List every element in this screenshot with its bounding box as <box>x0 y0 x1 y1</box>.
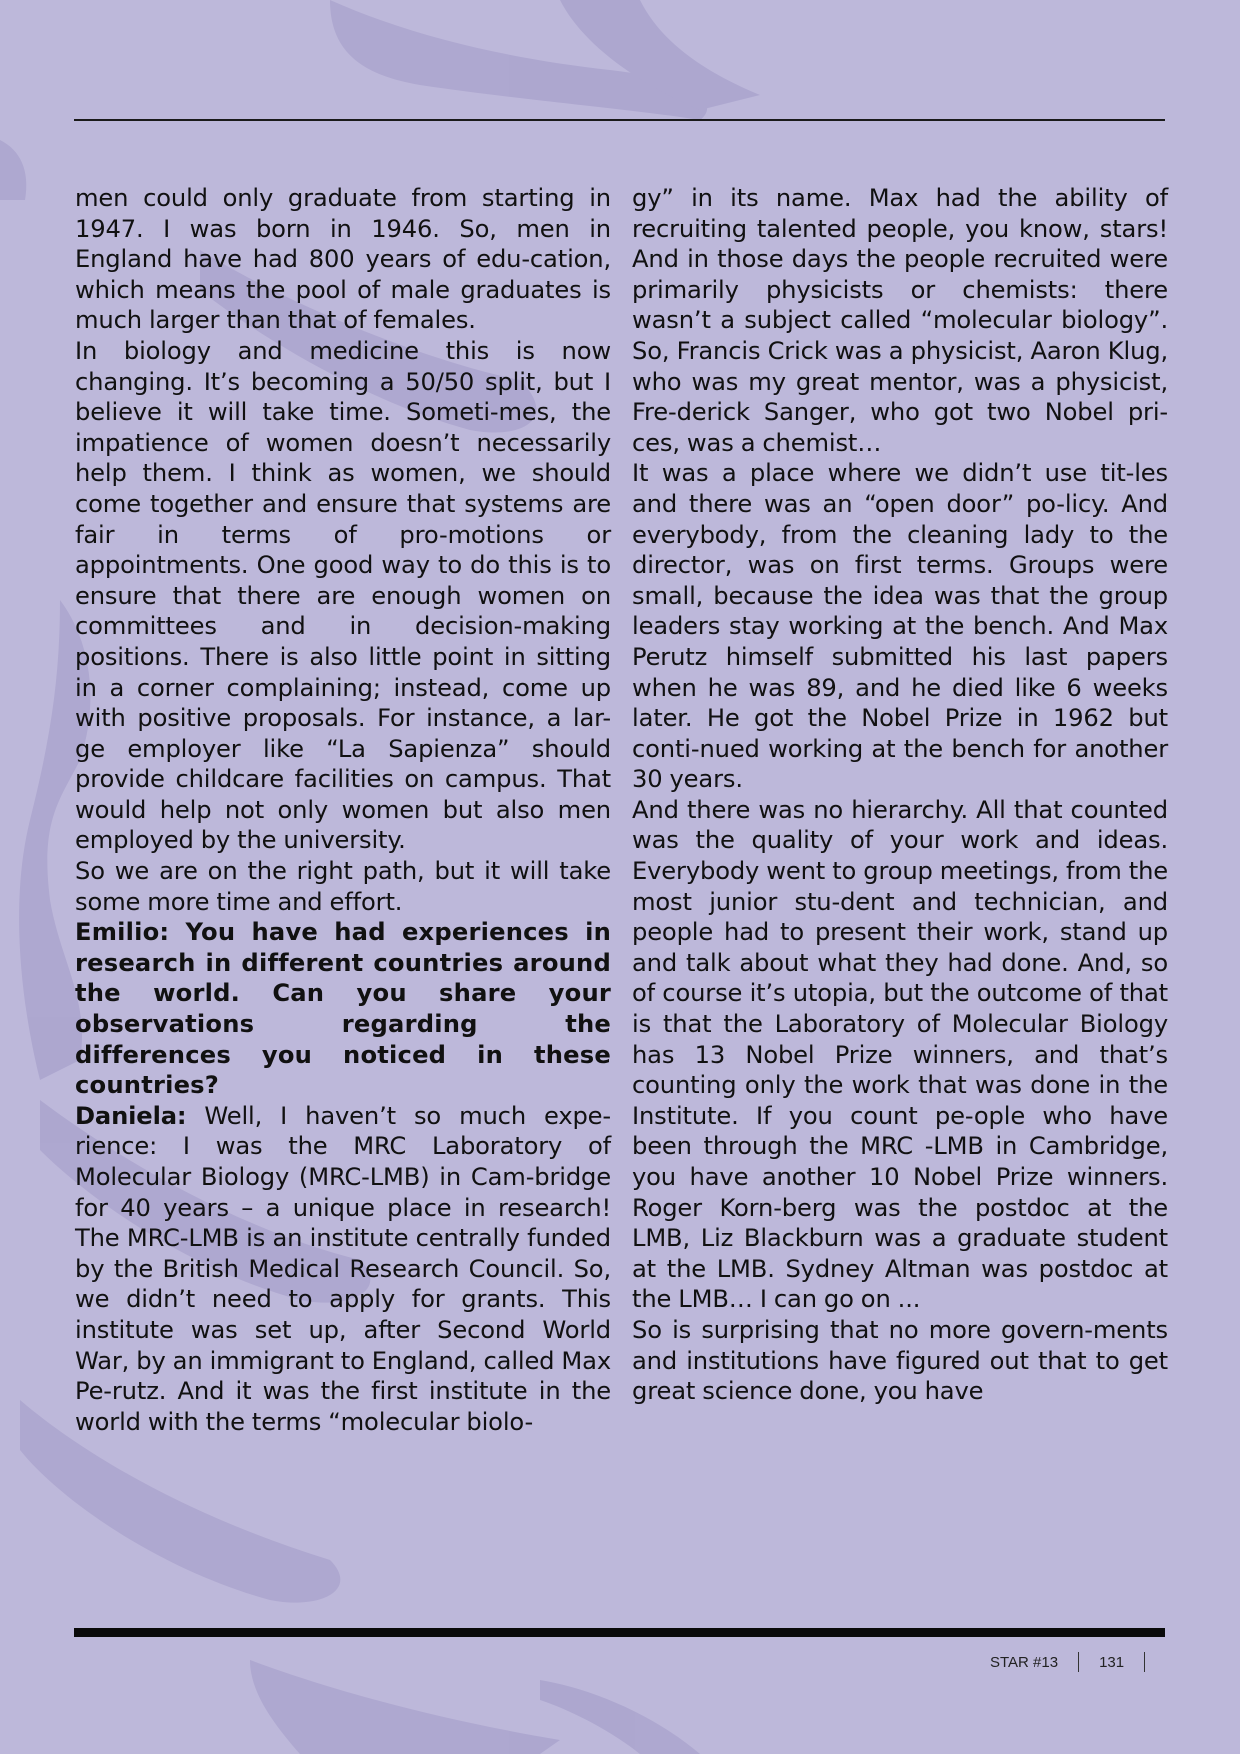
left-column <box>75 183 611 1437</box>
footer-divider <box>1144 1652 1145 1672</box>
interview-question: Emilio: You have had experiences in research in different countries around the world. Can you share your observations regarding the differences you noticed in these countries? <box>75 918 611 1100</box>
paragraph: It was a place where we didn’t use tit-les and there was an “open door” po-licy. And everybody, from the cleaning lady to the director, was on first terms. Groups were small, because the idea was that the group leaders stay working at the bench. And Max Perutz himself submitted his last papers when he was 89, and he died like 6 weeks later. He got the Nobel Prize in 1962 but conti-nued working at the bench for another 30 years. <box>632 459 1168 794</box>
speaker-name: Daniela: <box>75 1101 187 1130</box>
footer-divider <box>1078 1652 1079 1672</box>
interview-answer <box>75 1101 611 1438</box>
paragraph: In biology and medicine this is now changing. It’s becoming a 50/50 split, but I believe it will take time. Someti-mes, the impatience of women doesn’t necessarily help them. I think as women, we should come together and ensure that systems are fair in terms of pro-motions or appointments. One good way to do this is to ensure that there are enough women on committees and in decision-making positions. There is also little point in sitting in a corner complaining; instead, come up with positive proposals. For instance, a lar-ge employer like “La Sapienza” should provide childcare facilities on campus. That would help not only women but also men employed by the university. <box>75 336 611 855</box>
right-column <box>632 183 1168 1407</box>
page-number: 131 <box>1099 1653 1125 1671</box>
paragraph: men could only graduate from starting in 1947. I was born in 1946. So, men in England have had 800 years of edu-cation, which means the pool of male graduates is much larger than that of females. <box>75 184 611 335</box>
paragraph: So we are on the right path, but it will take some more time and effort. <box>75 857 611 916</box>
bottom-rule <box>74 1628 1165 1637</box>
paragraph: And there was no hierarchy. All that counted was the quality of your work and ideas. Everybody went to group meetings, from the most junior stu-dent and technician, and people had to present their work, stand up and talk about what they had done. And, so of course it’s utopia, but the outcome of that is that the Laboratory of Molecular Biology has 13 Nobel Prize winners, and that’s counting only the work that was done in the Institute. If you count pe-ople who have been through the MRC -LMB in Cambridge, you have another 10 Nobel Prize winners. Roger Korn-berg was the postdoc at the LMB, Liz Blackburn was a graduate student at the LMB. Sydney Altman was postdoc at the LMB… I can go on ... <box>632 795 1168 1314</box>
paragraph: gy” in its name. Max had the ability of recruiting talented people, you know, stars! And in those days the people recruited were primarily physicists or chemists: there wasn’t a subject called “molecular biology”. So, Francis Crick was a physicist, Aaron Klug, who was my great mentor, was a physicist, Fre-derick Sanger, who got two Nobel pri-ces, was a chemist… <box>632 184 1168 457</box>
paragraph: So is surprising that no more govern-ments and institutions have figured out that to get great science done, you have <box>632 1315 1168 1406</box>
page-footer <box>990 1652 1165 1672</box>
answer-text: Well, I haven’t so much expe-rience: I was the MRC Laboratory of Molecular Biology (MRC-LMB) in Cam-bridge for 40 years – a unique place in research! The MRC-LMB is an institute centrally funded by the British Medical Research Council. So, we didn’t need to apply for grants. This institute was set up, after Second World War, by an immigrant to England, called Max Pe-rutz. And it was the first institute in the world with the terms “molecular biolo- <box>75 1101 611 1436</box>
issue-label: STAR #13 <box>990 1653 1059 1671</box>
top-rule <box>74 119 1165 121</box>
